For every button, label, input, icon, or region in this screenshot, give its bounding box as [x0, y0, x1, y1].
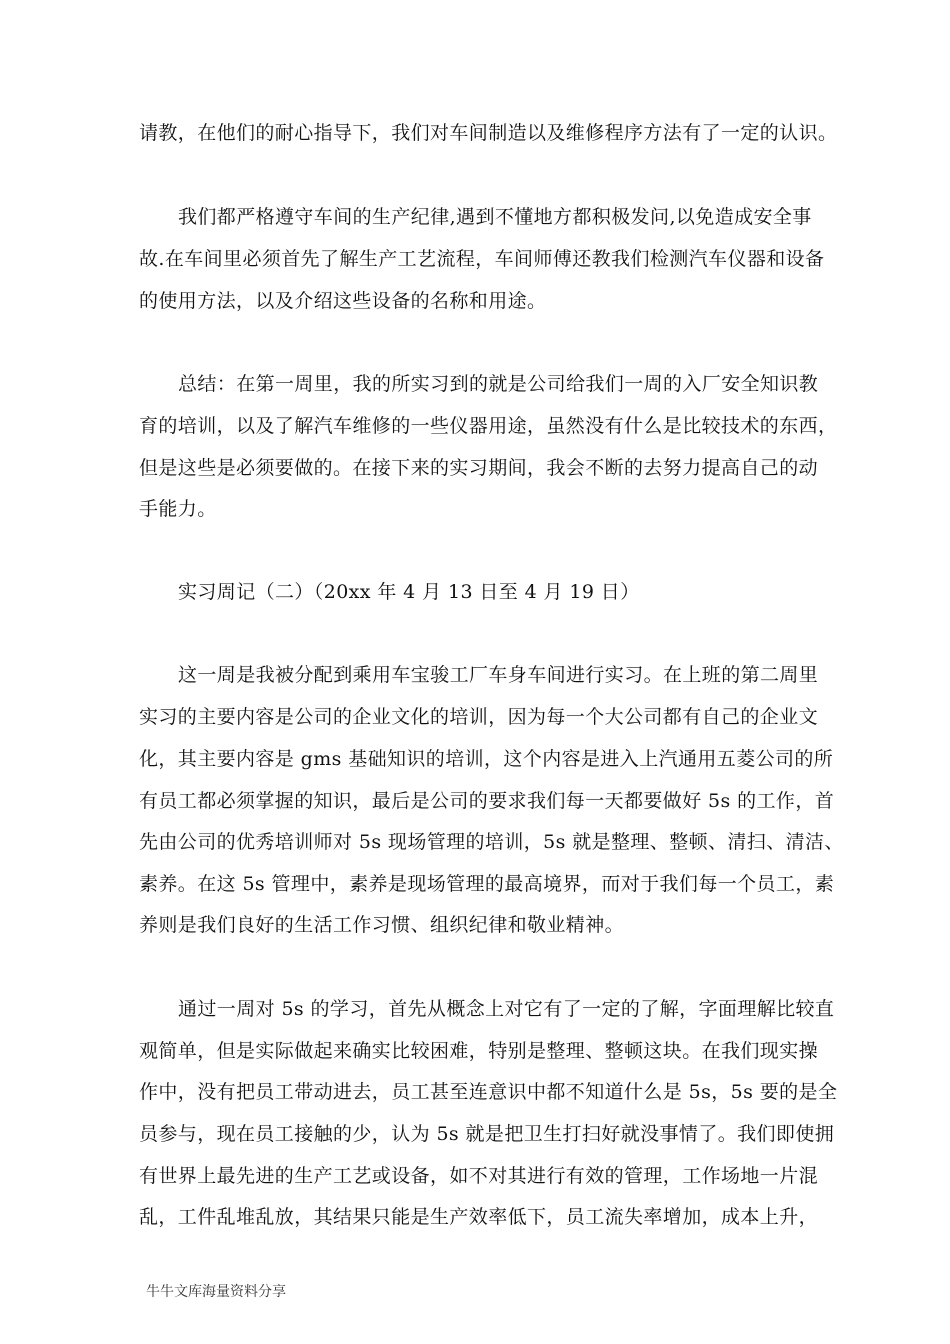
paragraph-line: 手能力。 — [139, 498, 217, 520]
paragraph-line: 总结：在第一周里，我的所实习到的就是公司给我们一周的入厂安全知识教 — [178, 373, 819, 395]
paragraph-line: 育的培训，以及了解汽车维修的一些仪器用途，虽然没有什么是比较技术的东西， — [139, 415, 838, 437]
paragraph-line: 请教，在他们的耐心指导下，我们对车间制造以及维修程序方法有了一定的认识。 — [139, 122, 838, 144]
paragraph-line: 员参与，现在员工接触的少，认为 5s 就是把卫生打扫好就没事情了。我们即使拥 — [139, 1123, 835, 1145]
paragraph-line: 观简单，但是实际做起来确实比较困难，特别是整理、整顿这块。在我们现实操 — [139, 1040, 819, 1062]
paragraph-line: 乱，工件乱堆乱放，其结果只能是生产效率低下，员工流失率增加，成本上升， — [139, 1206, 819, 1228]
paragraph-line: 有世界上最先进的生产工艺或设备，如不对其进行有效的管理，工作场地一片混 — [139, 1165, 819, 1187]
paragraph-line: 化，其主要内容是 gms 基础知识的培训，这个内容是进入上汽通用五菱公司的所 — [139, 748, 834, 770]
paragraph-line: 这一周是我被分配到乘用车宝骏工厂车身车间进行实习。在上班的第二周里 — [178, 664, 819, 686]
paragraph-line: 养则是我们良好的生活工作习惯、组织纪律和敬业精神。 — [139, 914, 625, 936]
paragraph-line: 我们都严格遵守车间的生产纪律,遇到不懂地方都积极发问,以免造成安全事 — [178, 206, 812, 228]
paragraph-line: 先由公司的优秀培训师对 5s 现场管理的培训，5s 就是整理、整顿、清扫、清洁、 — [139, 831, 844, 853]
page-footer: 牛牛文库海量资料分享 — [146, 1284, 286, 1300]
section-heading: 实习周记（二）（20xx 年 4 月 13 日至 4 月 19 日） — [178, 581, 640, 603]
paragraph-line: 通过一周对 5s 的学习，首先从概念上对它有了一定的了解，字面理解比较直 — [178, 998, 835, 1020]
paragraph-line: 素养。在这 5s 管理中，素养是现场管理的最高境界，而对于我们每一个员工，素 — [139, 873, 835, 895]
paragraph-line: 但是这些是必须要做的。在接下来的实习期间，我会不断的去努力提高自己的动 — [139, 457, 819, 479]
paragraph-line: 的使用方法，以及介绍这些设备的名称和用途。 — [139, 290, 547, 312]
paragraph-line: 作中，没有把员工带动进去，员工甚至连意识中都不知道什么是 5s，5s 要的是全 — [139, 1081, 838, 1103]
paragraph-line: 有员工都必须掌握的知识，最后是公司的要求我们每一天都要做好 5s 的工作，首 — [139, 790, 835, 812]
paragraph-line: 实习的主要内容是公司的企业文化的培训，因为每一个大公司都有自己的企业文 — [139, 706, 819, 728]
paragraph-line: 故.在车间里必须首先了解生产工艺流程，车间师傅还教我们检测汽车仪器和设备 — [139, 248, 825, 270]
